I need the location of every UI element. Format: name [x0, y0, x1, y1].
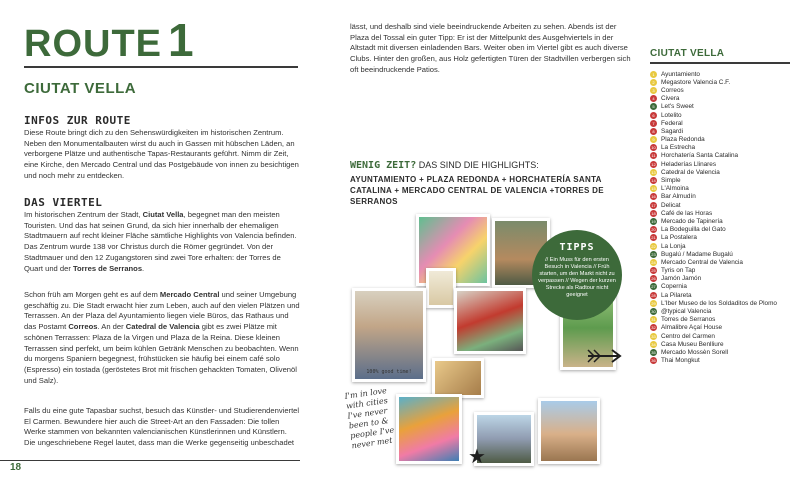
poi-list-item	[650, 291, 777, 299]
man-with-coffee-photo	[352, 288, 426, 382]
route-word: ROUTE	[24, 23, 162, 65]
star-icon: ★	[468, 446, 486, 468]
poi-number-badge: 16	[651, 194, 656, 200]
poi-number-badge: 23	[651, 251, 656, 257]
poi-label: Ayuntamiento	[661, 70, 700, 78]
poi-list-item	[650, 144, 777, 152]
arrow-icon	[586, 348, 626, 364]
poi-label: Plaza Redonda	[661, 136, 705, 144]
poi-list-item	[650, 103, 777, 111]
district-subtitle: CIUTAT VELLA	[24, 80, 137, 97]
poi-list-item	[650, 357, 777, 365]
poi-list-item	[650, 316, 777, 324]
tipps-title: TIPPS	[559, 242, 595, 253]
poi-number-badge: 18	[651, 210, 656, 216]
poi-number-badge: 17	[651, 202, 656, 208]
poi-list-item	[650, 127, 777, 135]
continued-text: lässt, und deshalb sind viele beeindruckende Arbeiten zu sehen. Abends ist der Plaza del Tossal ein guter Tipp: Er ist der Mittelpunkt des Ausgehviertels in der Altstadt mit diversen einladenden Bars. Weiter oben im Viertel gibt es auch diverse Clubs. Hinter den großen, aus Holz gefertigten Türen der Stadtvillen verbergen sich oft beeindruckende Patios.	[350, 22, 631, 74]
poi-label: Mercado de Tapinería	[661, 217, 723, 225]
highlights-list: AYUNTAMIENTO + PLAZA REDONDA + HORCHATERÍA SANTA CATALINA + MERCADO CENTRAL DE VALENCIA +TORRES DE SERRANOS	[350, 175, 604, 206]
poi-number-badge: 2	[650, 79, 657, 86]
route-number: 1	[168, 14, 195, 66]
poi-label: Civera	[661, 95, 680, 103]
poi-label: La Estrecha	[661, 144, 696, 152]
poi-number-badge: 7	[650, 120, 657, 127]
poi-label: La Pilareta	[661, 291, 692, 299]
poi-list-item	[650, 193, 777, 201]
poi-list-item	[650, 201, 777, 209]
poi-label: La Postalera	[661, 234, 697, 242]
poi-number-badge: 21	[651, 235, 656, 241]
poi-label: Centro del Carmen	[661, 332, 715, 340]
poi-list-item	[650, 217, 777, 225]
poi-number-badge: 15	[651, 186, 656, 192]
viertel-heading: DAS VIERTEL	[24, 196, 103, 209]
poi-list-item	[650, 283, 777, 291]
tiger-street-art-photo	[396, 394, 462, 464]
poi-list-item	[650, 185, 777, 193]
poi-label: Almalibre Açaí House	[661, 324, 723, 332]
poi-list-item	[650, 95, 777, 103]
poi-label: Mercado Mossèn Sorell	[661, 348, 729, 356]
poi-number-badge: 6	[650, 112, 657, 119]
poi-list-item	[650, 299, 777, 307]
poi-label: Let's Sweet	[661, 103, 694, 111]
poi-list-item	[650, 176, 777, 184]
poi-number-badge: 24	[651, 259, 656, 265]
poi-number-badge: 13	[651, 169, 656, 175]
poi-label: L'Iber Museo de los Soldaditos de Plomo	[661, 299, 777, 307]
infos-heading: INFOS ZUR ROUTE	[24, 114, 131, 127]
poi-number-badge: 31	[651, 317, 656, 323]
poi-label: Jamón Jamón	[661, 275, 702, 283]
poi-label: Catedral de Valencia	[661, 168, 720, 176]
poi-number-badge: 30	[651, 309, 656, 315]
poi-label: Bugalú / Madame Bugalú	[661, 250, 733, 258]
poi-number-badge: 20	[651, 227, 656, 233]
poi-list-item	[650, 86, 777, 94]
photo-caption: 100% good time!	[366, 369, 412, 375]
church-tower-photo	[538, 398, 600, 464]
poi-label: Heladerías Llinares	[661, 160, 717, 168]
poi-list-item	[650, 332, 777, 340]
poi-label: La Bodeguilla del Gato	[661, 226, 726, 234]
poi-number-badge: 8	[650, 128, 657, 135]
poi-label: Sagardi	[661, 127, 684, 135]
poi-list-item	[650, 209, 777, 217]
poi-label: Lotelito	[661, 111, 682, 119]
poi-list-item	[650, 111, 777, 119]
footer-rule	[0, 460, 300, 461]
poi-number-badge: 19	[651, 218, 656, 224]
poi-list-item	[650, 348, 777, 356]
poi-label: Simple	[661, 177, 681, 185]
handwritten-quote: I'm in love with cities I've never been to & people I've never met	[344, 386, 395, 451]
poi-list-item	[650, 242, 777, 250]
poi-label: Correos	[661, 86, 684, 94]
poi-list-item	[650, 119, 777, 127]
poi-label: Delicat	[661, 201, 681, 209]
poi-list-item	[650, 275, 777, 283]
poi-number-badge: 5	[650, 103, 657, 110]
poi-number-badge: 25	[651, 268, 656, 274]
poi-list-item	[650, 258, 777, 266]
poi-list-item	[650, 78, 777, 86]
poi-list-item	[650, 152, 777, 160]
wenig-zeit-heading: WENIG ZEIT? DAS SIND DIE HIGHLIGHTS:	[350, 160, 539, 171]
poi-list-item	[650, 324, 777, 332]
infos-text: Diese Route bringt dich zu den Sehenswürdigkeiten im historischen Zentrum. Neben den Monumentalbauten wirst du auch in Gassen mit hübschen Läden, an verborgene Plätze und authentische Tapas-Restaurants geführt. Nimm dir Zeit, eine Kirche, den Mercado Central und das Postgebäude von innen zu besichtigen und noch mehr zu entdecken.	[24, 128, 299, 180]
poi-number-badge: 1	[650, 71, 657, 78]
page-number: 18	[10, 462, 22, 473]
poi-number-badge: 4	[650, 95, 657, 102]
poi-label: Megastore Valencia C.F.	[661, 78, 731, 86]
viertel-paragraph-1: Im historischen Zentrum der Stadt, Ciutat Vella, begegnet man den meisten Touristen. Und das hat seinen Grund, da sich hier innerhalb der ehemaligen Stadtmauern auf recht kleiner Fläche sämtliche Highlights von Valencia befinden. Das Zentrum wurde 138 vor Christus durch die Römer gegründet. Von der Stadtmauer und den 12 Zugangstoren sind zwei Tore erhalten: der Torres de Quart und der Torres de Serranos.	[24, 210, 297, 273]
poi-label: Mercado Central de Valencia	[661, 258, 743, 266]
poi-list-item	[650, 70, 777, 78]
poi-label: Bar Almudín	[661, 193, 696, 201]
poi-label: Tyris on Tap	[661, 267, 696, 275]
red-scooter-photo	[454, 288, 526, 354]
coffee-cup-photo	[426, 268, 456, 308]
viertel-paragraph-3: Falls du eine gute Tapasbar suchst, besuch das Künstler- und Studierendenviertel El Carmen. Bewundere hier auch die Street-Art an den Fassaden: Die tollen Werke stammen von bekannten valencianischen Künstlerinnen und Künstlern. Die ungeschriebene Regel lautet, dass man die Werke gegenseitig unbeschadet	[24, 406, 300, 448]
poi-number-badge: 32	[651, 325, 656, 331]
poi-list-item	[650, 226, 777, 234]
viertel-paragraph-2: Schon früh am Morgen geht es auf dem Mercado Central und seiner Umgebung geschäftig zu. Die Stadt erwacht hier zum Leben, auch auf den vielen Plätzen und Terrassen. An der Plaza del Ayuntamiento liegen viele Büros, das Rathaus und das Postamt Correos. An der Catedral de Valencia gibt es zwei Plätze mit schönen Terrassen: Plaza de la Virgen und Plaza de la Reina. Diese kleinen Terrassen sind perfekt, um beim kühlen Getränk Menschen zu beobachten. Wenn du morgens Spaniern begegnest, frühstücken sie häufig bei einem café solo (Espresso) ein tostada (geröstetes Brot mit frischen gehackten Tomaten, Olivenöl und Salz).	[24, 290, 300, 385]
poi-label: Casa Museu Benlliure	[661, 340, 724, 348]
poi-list-item	[650, 267, 777, 275]
poi-list-item	[650, 234, 777, 242]
poi-label: Horchatería Santa Catalina	[661, 152, 739, 160]
poi-number-badge: 11	[651, 153, 656, 159]
poi-label: Café de las Horas	[661, 209, 713, 217]
poi-list-item	[650, 340, 777, 348]
poi-list-item	[650, 136, 777, 144]
poi-number-badge: 36	[651, 358, 656, 364]
poi-list	[650, 70, 777, 365]
poi-number-badge: 22	[651, 243, 656, 249]
poi-list-item	[650, 307, 777, 315]
poi-label: Federal	[661, 119, 683, 127]
poi-label: Thai Mongkut	[661, 357, 700, 365]
poi-number-badge: 34	[651, 341, 656, 347]
tipps-body: // Ein Muss für den ersten Besuch in Valencia // Früh starten, um den Markt nicht zu verpassen // Wegen der kurzen Strecke als Radtour nicht geeignet	[538, 257, 616, 298]
sidebar-rule	[650, 62, 790, 64]
poi-number-badge: 14	[651, 178, 656, 184]
poi-number-badge: 10	[651, 145, 656, 151]
poi-list-item	[650, 250, 777, 258]
poi-number-badge: 26	[651, 276, 656, 282]
sidebar-title: CIUTAT VELLA	[650, 48, 725, 59]
poi-number-badge: 28	[651, 292, 656, 298]
poi-number-badge: 12	[651, 161, 656, 167]
poi-number-badge: 33	[651, 333, 656, 339]
poi-number-badge: 27	[651, 284, 656, 290]
poi-label: L'Almoina	[661, 185, 689, 193]
poi-list-item	[650, 168, 777, 176]
poi-label: La Lonja	[661, 242, 686, 250]
poi-number-badge: 3	[650, 87, 657, 94]
tipps-badge	[532, 230, 622, 320]
poi-label: Torres de Serranos	[661, 316, 716, 324]
route-title	[24, 14, 195, 66]
poi-number-badge: 35	[651, 349, 656, 355]
title-rule	[24, 66, 298, 68]
poi-list-item	[650, 160, 777, 168]
tapas-photo	[432, 358, 484, 398]
poi-label: @typical Valencia	[661, 308, 712, 316]
poi-label: Copernia	[661, 283, 687, 291]
poi-number-badge: 9	[650, 136, 657, 143]
poi-number-badge: 29	[651, 300, 656, 306]
